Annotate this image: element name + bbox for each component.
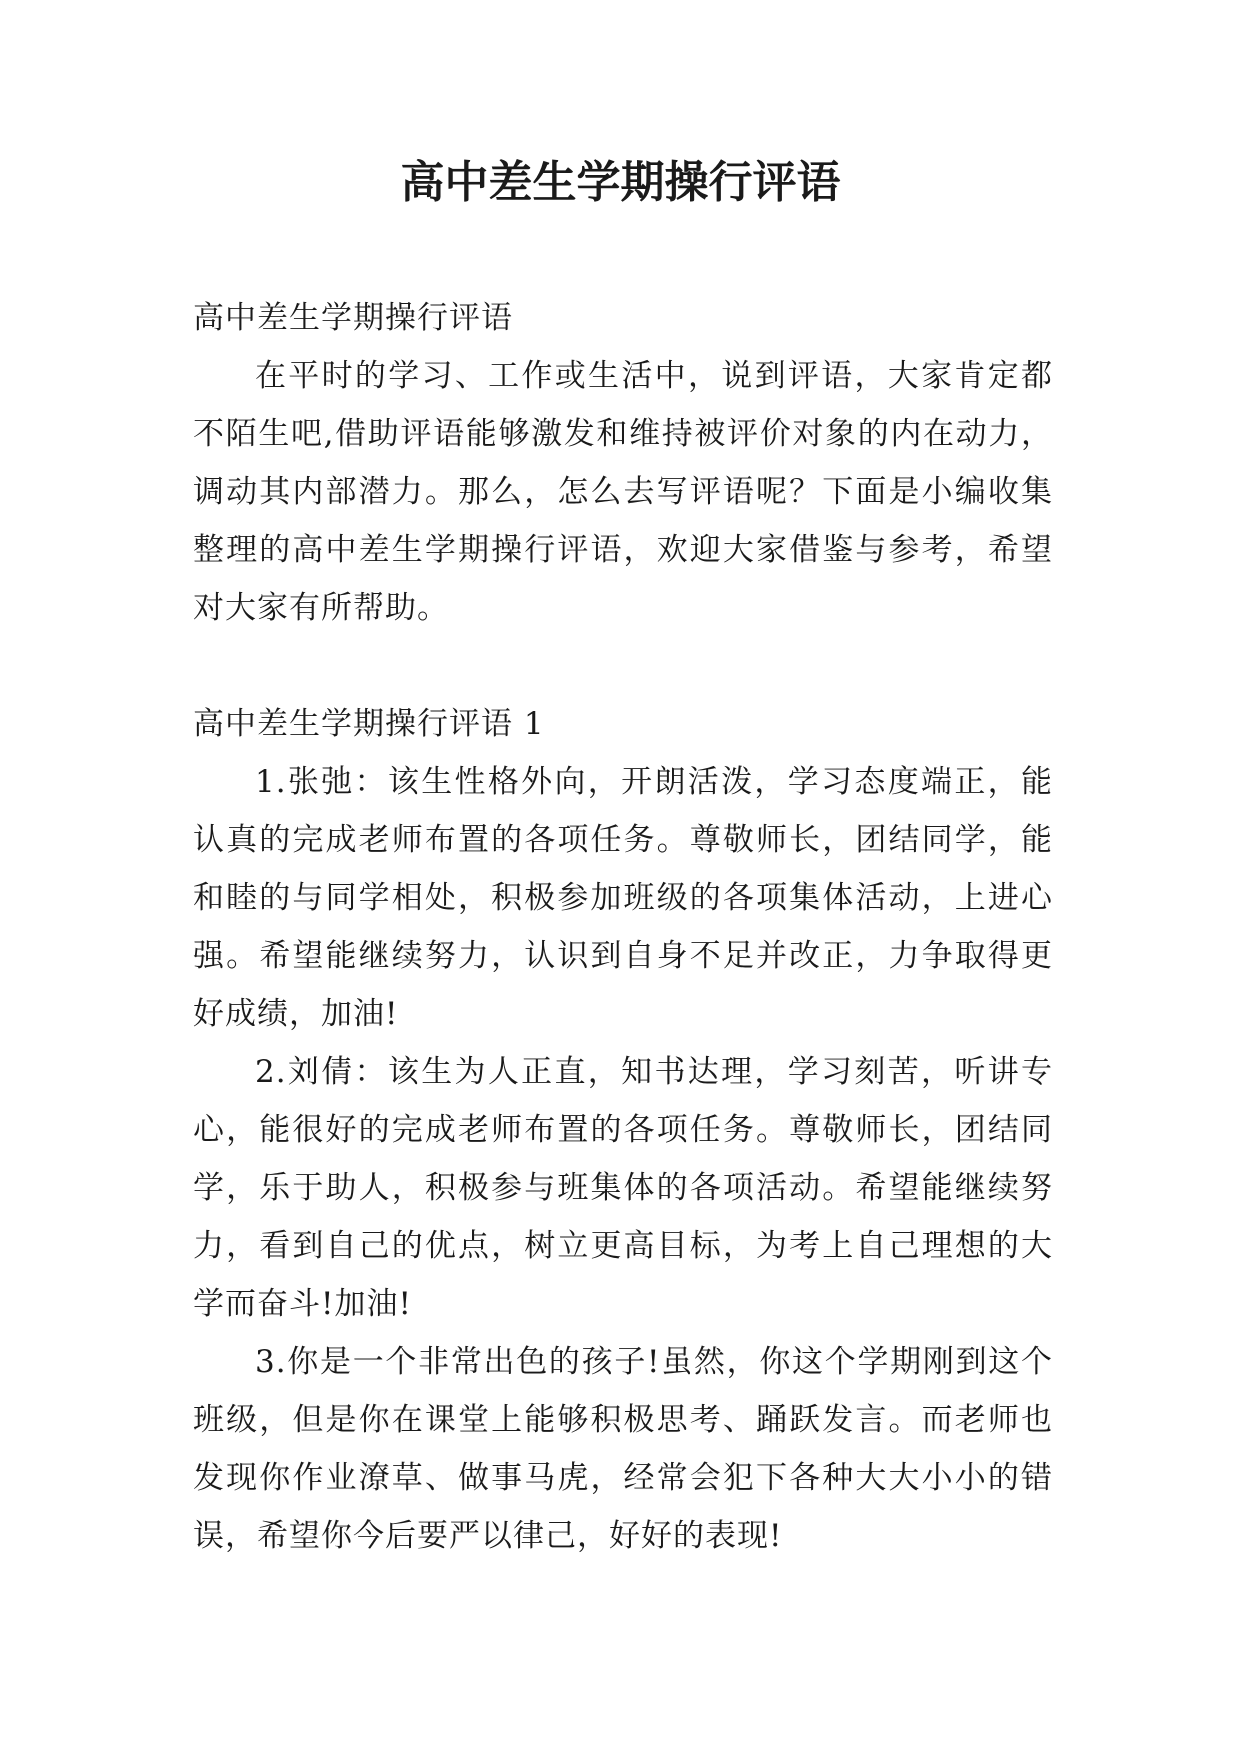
section-1-heading: 高中差生学期操行评语 1: [193, 706, 545, 742]
intro-heading: 高中差生学期操行评语: [193, 300, 513, 336]
document-title: 高中差生学期操行评语: [400, 157, 841, 208]
section-spacer: [193, 637, 1053, 695]
comment-item-1: 1.张弛：该生性格外向，开朗活泼，学习态度端正，能认真的完成老师布置的各项任务。尊敬师长，团结同学，能和睦的与同学相处，积极参加班级的各项集体活动，上进心强。希望能继续努力，认识到自身不足并改正，力争取得更好成绩，加油!: [193, 764, 1053, 1032]
intro-paragraph: 在平时的学习、工作或生活中，说到评语，大家肯定都不陌生吧,借助评语能够激发和维持被评价对象的内在动力，调动其内部潜力。那么，怎么去写评语呢？下面是小编收集整理的高中差生学期操行评语，欢迎大家借鉴与参考，希望对大家有所帮助。: [193, 358, 1053, 626]
comment-item-2: 2.刘倩：该生为人正直，知书达理，学习刻苦，听讲专心，能很好的完成老师布置的各项任务。尊敬师长，团结同学，乐于助人，积极参与班集体的各项活动。希望能继续努力，看到自己的优点，树立更高目标，为考上自己理想的大学而奋斗!加油!: [193, 1054, 1053, 1322]
comment-item-3: 3.你是一个非常出色的孩子!虽然，你这个学期刚到这个班级，但是你在课堂上能够积极思考、踊跃发言。而老师也发现你作业潦草、做事马虎，经常会犯下各种大大小小的错误，希望你今后要严以律己，好好的表现!: [193, 1344, 1053, 1554]
document-body: [193, 289, 1053, 1565]
